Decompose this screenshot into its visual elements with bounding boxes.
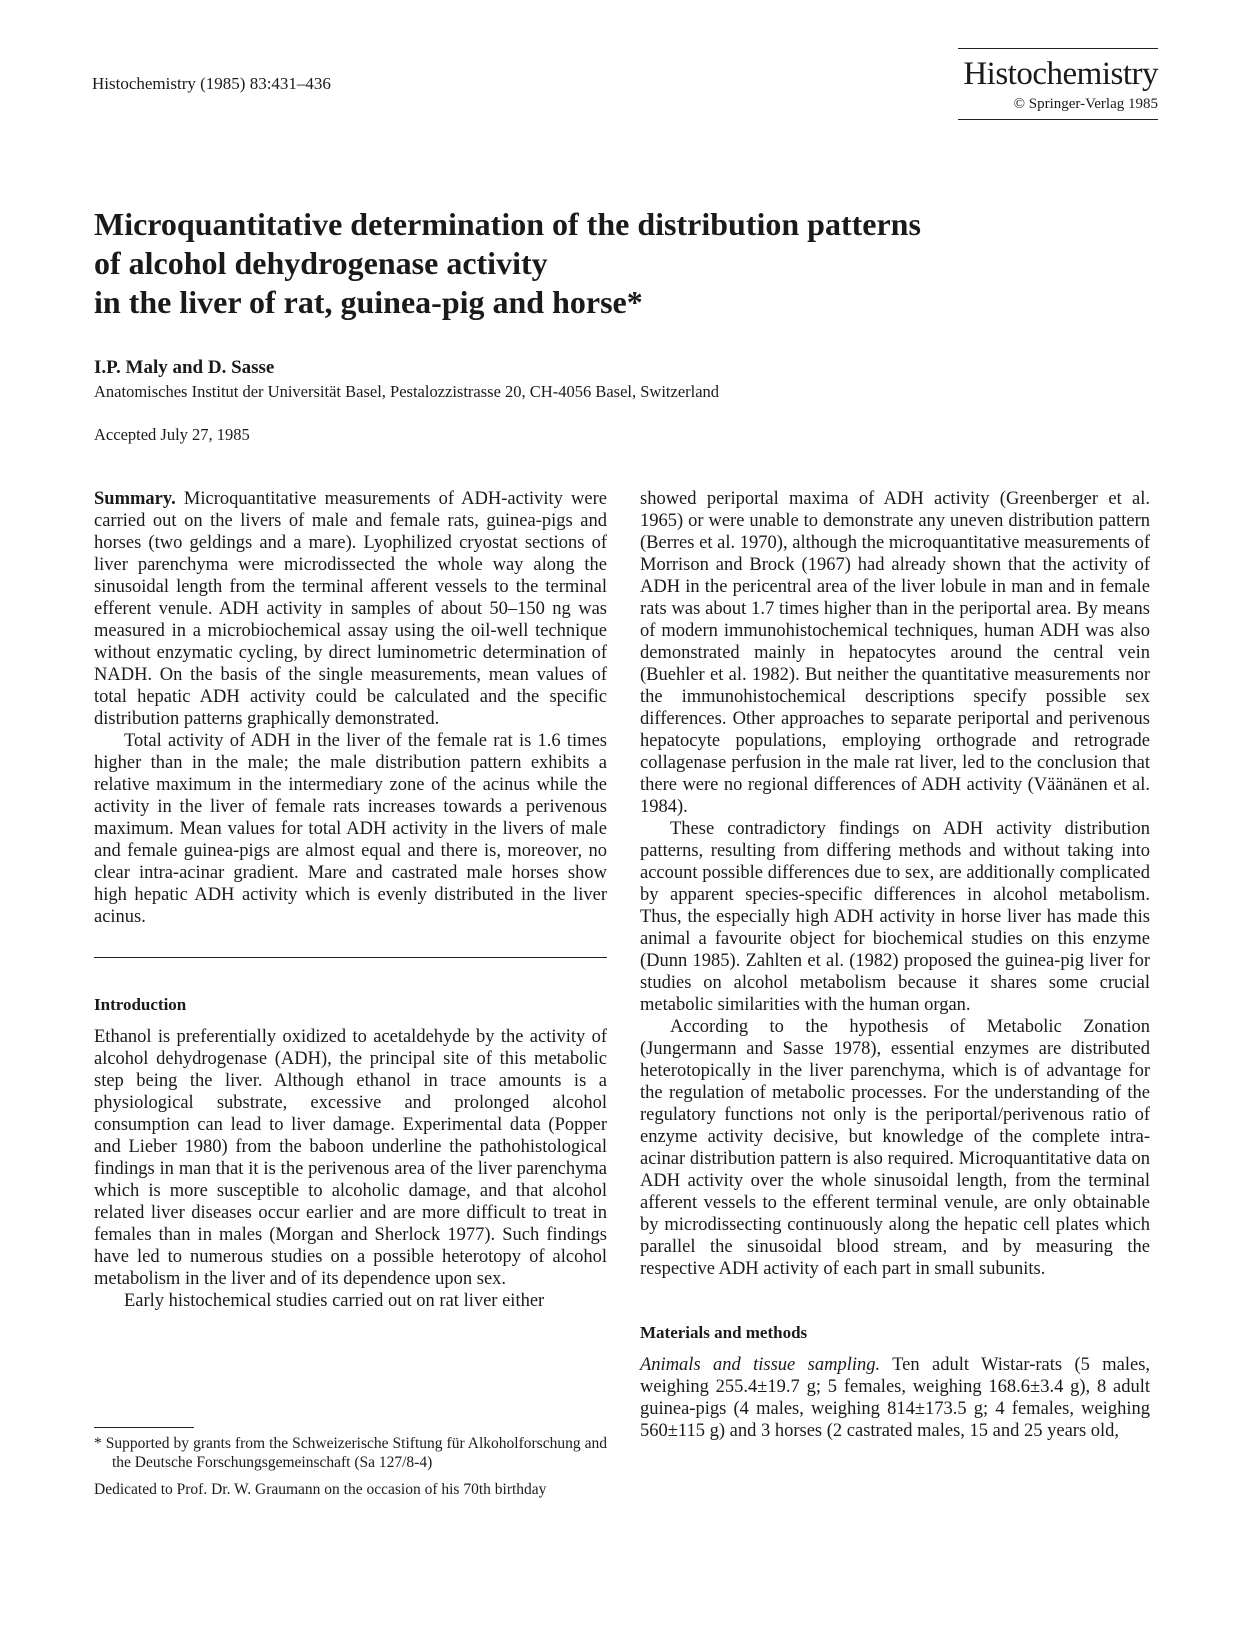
affiliation: Anatomisches Institut der Universität Basel, Pestalozzistrasse 20, CH-4056 Basel, Switzerland — [94, 382, 720, 401]
authors: I.P. Maly and D. Sasse — [94, 357, 275, 378]
masthead-bottom-rule — [958, 119, 1158, 120]
journal-masthead — [958, 48, 1158, 120]
title-line: in the liver of rat, guinea-pig and horse* — [94, 284, 643, 320]
title-line: of alcohol dehydrogenase activity — [94, 245, 548, 281]
methods-subheading: Animals and tissue sampling. — [640, 1355, 881, 1375]
dedication-note: Dedicated to Prof. Dr. W. Graumann on the occasion of his 70th birthday — [94, 1481, 547, 1498]
footnotes — [94, 1427, 607, 1499]
summary-text: Microquantitative measurements of ADH-activity were carried out on the livers of male and female rats, guinea-pigs and horses (two geldings and a mare). Lyophilized cryostat sections of liver parenchyma were microdissected the whole way along the sinusoidal length from the terminal afferent vessels to the terminal efferent venule. ADH activity in samples of about 50–150 ng was measured in a microbiochemical assay using the oil-well technique without enzymatic cycling, by direct luminometric determination of NADH. On the basis of the single measurements, mean values of total hepatic ADH activity could be calculated and the specific distribution patterns graphically demonstrated. — [94, 489, 607, 729]
introduction-paragraph-2-start: Early histochemical studies carried out on rat liver either — [124, 1291, 545, 1311]
summary-paragraph-2: Total activity of ADH in the liver of the female rat is 1.6 times higher than in the male; the male distribution pattern exhibits a relative maximum in the intermediary zone of the acinus while the activity in the liver of female rats increases towards a perivenous maximum. Mean values for total ADH activity in the livers of male and female guinea-pigs are almost equal and there is, moreover, no clear intra-acinar gradient. Mare and castrated male horses show high hepatic ADH activity which is evenly distributed in the liver acinus. — [94, 731, 607, 927]
accepted-date: Accepted July 27, 1985 — [94, 425, 250, 444]
article-title — [94, 205, 1094, 322]
footnote-rule — [94, 1427, 194, 1428]
summary-paragraph — [94, 488, 607, 730]
journal-citation: Histochemistry (1985) 83:431–436 — [92, 74, 331, 93]
title-line: Microquantitative determination of the distribution patterns — [94, 206, 921, 242]
methods-paragraph — [640, 1354, 1150, 1442]
methods-text: Ten adult Wistar-rats (5 males, weighing 255.4±19.7 g; 5 females, weighing 168.6±3.4 g), 8 adult guinea-pigs (4 males, weighing 814±173.5 g; 4 females, weighing 560±115 g) and 3 horses (2 castrated males, 15 and 25 years old, — [640, 1355, 1151, 1441]
introduction-paragraph-3: These contradictory findings on ADH activity distribution patterns, resulting from differing methods and without taking into account possible differences due to sex, are additionally complicated by apparent species-specific differences in alcohol metabolism. Thus, the especially high ADH activity in horse liver has made this animal a favourite object for biochemical studies on this enzyme (Dunn 1985). Zahlten et al. (1982) proposed the guinea-pig liver for studies on alcohol metabolism because it shares some crucial metabolic similarities with the human organ. — [640, 819, 1150, 1015]
publisher-copyright: © Springer-Verlag 1985 — [1013, 96, 1158, 112]
introduction-heading: Introduction — [94, 995, 187, 1014]
left-column — [94, 488, 607, 1312]
journal-name: Histochemistry — [963, 56, 1158, 92]
right-column — [640, 488, 1150, 1442]
methods-heading: Materials and methods — [640, 1323, 808, 1342]
section-divider — [94, 957, 607, 958]
introduction-paragraph-2-cont: showed periportal maxima of ADH activity (Greenberger et al. 1965) or were unable to demonstrate any uneven distribution pattern (Berres et al. 1970), although the microquantitative measurements of Morrison and Brock (1967) had already shown that the activity of ADH in the pericentral area of the liver lobule in man and in female rats was about 1.7 times higher than in the periportal area. By means of modern immunohistochemical techniques, human ADH was also demonstrated mainly in hepatocytes around the central vein (Buehler et al. 1982). But neither the quantitative measurements nor the immunohistochemical descriptions specify possible sex differences. Other approaches to separate periportal and perivenous hepatocyte populations, employing orthograde and retrograde collagenase perfusion in the male rat liver, led to the conclusion that there were no regional differences of ADH activity (Väänänen et al. 1984). — [640, 489, 1150, 817]
summary-label: Summary. — [94, 489, 176, 509]
introduction-paragraph-4: According to the hypothesis of Metabolic Zonation (Jungermann and Sasse 1978), essential enzymes are distributed heterotopically in the liver parenchyma, which is of advantage for the regulation of metabolic processes. For the understanding of the regulatory functions not only is the periportal/perivenous ratio of enzyme activity decisive, but knowledge of the complete intra-acinar distribution pattern is also required. Microquantitative data on ADH activity over the whole sinusoidal length, from the terminal afferent vessels to the efferent terminal venule, are only obtainable by microdissecting continuously along the hepatic cell plates which parallel the sinusoidal blood stream, and by measuring the respective ADH activity of each part in small subunits. — [640, 1017, 1150, 1279]
masthead-top-rule — [958, 48, 1158, 49]
introduction-paragraph-1: Ethanol is preferentially oxidized to acetaldehyde by the activity of alcohol dehydrogenase (ADH), the principal site of this metabolic step being the liver. Although ethanol in trace amounts is a physiological substrate, excessive and prolonged alcohol consumption can lead to liver damage. Experimental data (Popper and Lieber 1980) from the baboon underline the pathohistological findings in man that it is the perivenous area of the liver parenchyma which is more susceptible to alcoholic damage, and that alcohol related liver diseases occur earlier and are more difficult to treat in females than in males (Morgan and Sherlock 1977). Such findings have led to numerous studies on a possible heterotopy of alcohol metabolism in the liver and of its dependence upon sex. — [94, 1027, 607, 1289]
funding-footnote: * Supported by grants from the Schweizerische Stiftung für Alkoholforschung and the Deutsche Forschungsgemeinschaft (Sa 127/8-4) — [94, 1435, 607, 1471]
